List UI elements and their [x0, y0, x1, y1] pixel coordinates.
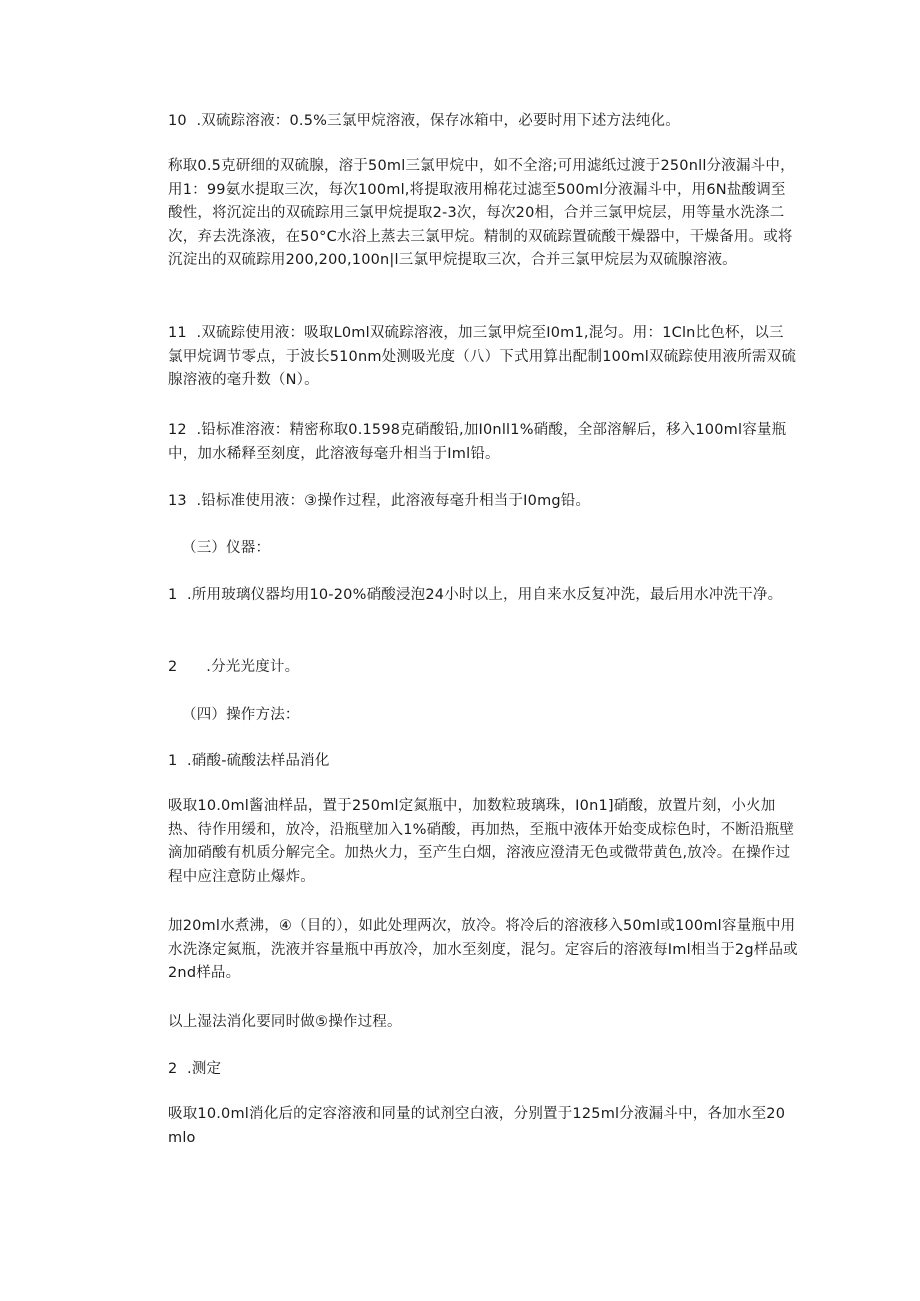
blank-digestion-note: 以上湿法消化要同时做⑤操作过程。 — [168, 1014, 402, 1030]
section-4-heading: （四）操作方法： — [182, 707, 300, 723]
digestion-paragraph-2: 加20ml水煮沸，④（目的），如此处理两次，放冷。将冷后的溶液移入50ml或100ml容量瓶中用水洗涤定氮瓶，洗液并容量瓶中再放冷，加水至刻度，混匀。定容后的溶液每Iml相当于2g样品或2nd样品。 — [168, 918, 798, 981]
determination-paragraph: 吸取10.0ml消化后的定容溶液和同量的试剂空白液，分别置于125ml分液漏斗中，各加水至20mlo — [168, 1106, 786, 1146]
step-2-heading: 2 .测定 — [168, 1061, 222, 1077]
step-1-heading: 1 .硝酸-硫酸法样品消化 — [168, 753, 330, 769]
section-3-heading: （三）仪器： — [182, 540, 271, 556]
item-13-lead-standard-working-solution: 13 .铅标准使用液：③操作过程，此溶液每毫升相当于I0mg铅。 — [168, 493, 591, 509]
item-12-lead-standard-solution: 12 .铅标准溶液：精密称取0.1598克硝酸铅,加I0nll1%硝酸，全部溶解后，移入100ml容量瓶中，加水稀释至刻度，此溶液每毫升相当于Iml铅。 — [168, 422, 787, 462]
digestion-paragraph-1: 吸取10.0ml酱油样品，置于250ml定氮瓶中，加数粒玻璃珠，I0n1]硝酸，放置片刻，小火加热、待作用缓和，放冷，沿瓶壁加入1%硝酸，再加热，至瓶中液体开始变成棕色时，不断沿瓶壁滴加硝酸有机质分解完全。加热火力，至产生白烟，溶液应澄清无色或微带黄色,放冷。在操作过程中应注意防止爆炸。 — [168, 798, 795, 885]
item-10-dithizone-solution: 10 .双硫踪溶液：0.5%三氯甲烷溶液，保存冰箱中，必要时用下述方法纯化。 — [168, 113, 680, 129]
instrument-item-2: 2 .分光光度计。 — [168, 659, 300, 675]
purification-procedure: 称取0.5克研细的双硫腺，溶于50ml三氯甲烷中，如不全溶;可用滤纸过渡于250nll分液漏斗中，用1：99氨水提取三次，每次100ml,将提取液用棉花过滤至500ml分液漏斗中，用6N盐酸调至酸性，将沉淀出的双硫踪用三氯甲烷提取2-3次，每次20相，合并三氯甲烷层，用等量水洗涤二次，弃去洗涤液，在50°C水浴上蒸去三氯甲烷。精制的双硫踪置硫酸干燥器中，干燥备用。或将沉淀出的双硫踪用200,200,100n|l三氯甲烷提取三次，合并三氯甲烷层为双硫腺溶液。 — [168, 158, 795, 268]
instrument-item-1: 1 .所用玻璃仪器均用10-20%硝酸浸泡24小时以上，用自来水反复冲洗，最后用水冲洗干净。 — [168, 587, 783, 603]
item-11-dithizone-working-solution: 11 .双硫踪使用液：吸取L0ml双硫踪溶液，加三氯甲烷至I0m1,混匀。用：1Cln比色杯，以三氯甲烷调节零点，于波长510nm处测吸光度（八）下式用算出配制100ml双硫踪使用液所需双硫腺溶液的毫升数（N）。 — [168, 325, 797, 388]
